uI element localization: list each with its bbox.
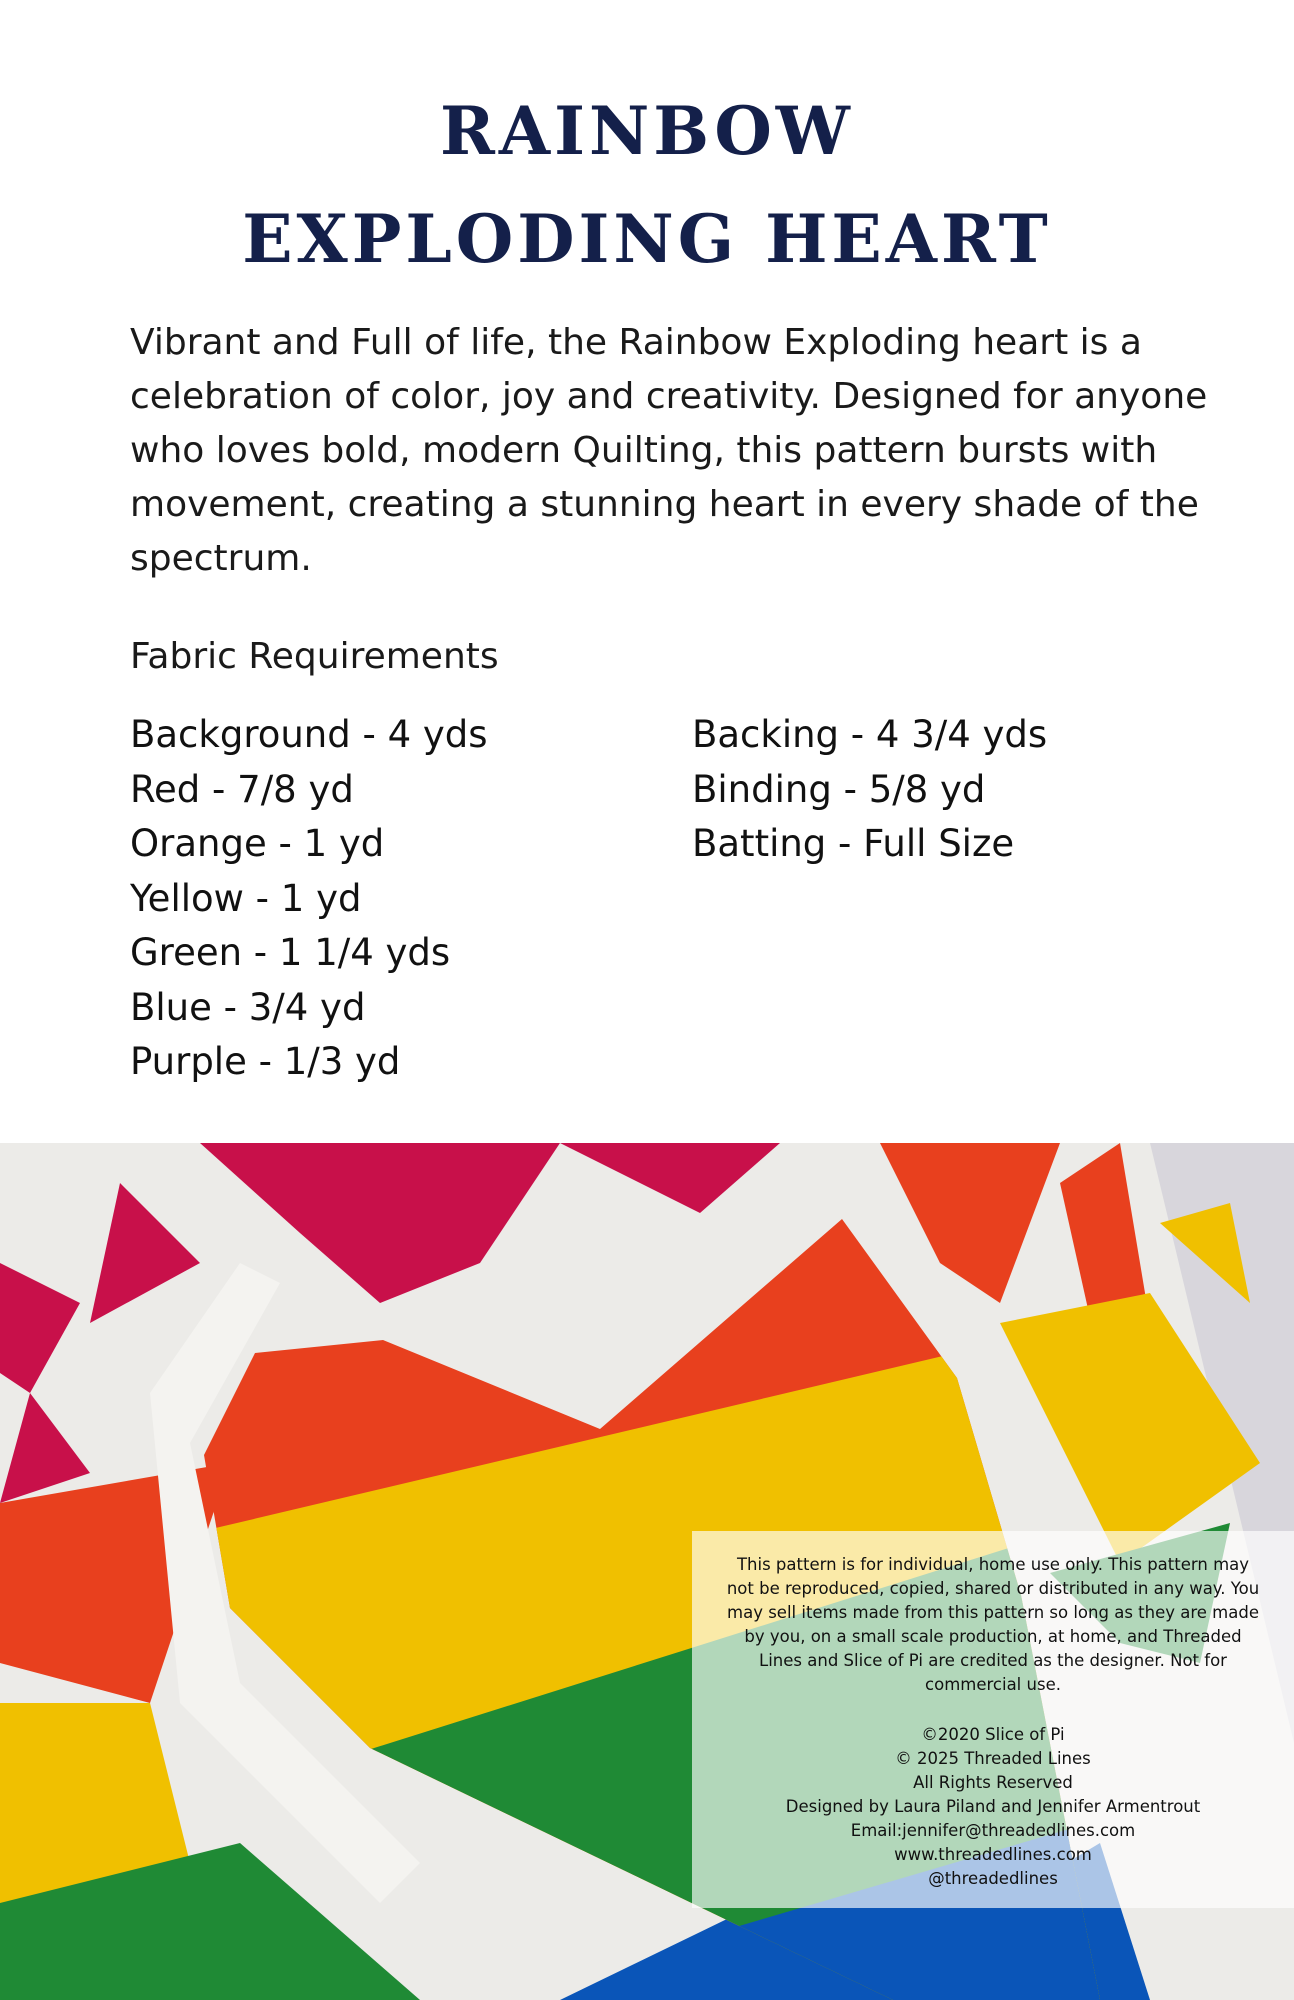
intro-paragraph: Vibrant and Full of life, the Rainbow Exploding heart is a celebration of color, joy and creativity. Designed for anyone who loves bold, modern Quilting, this pattern bursts with movement, creating a stunning heart in every shade of the spectrum. [130,322,1208,579]
fabric-list-right [692,708,1047,872]
designers: Designed by Laura Piland and Jennifer Armentrout [785,1797,1201,1816]
fabric-item: Purple - 1/3 yd [130,1040,401,1083]
fabric-item: Backing - 4 3/4 yds [692,713,1048,756]
fabric-item: Batting - Full Size [692,822,1015,865]
title-line-1: RAINBOW [440,92,854,170]
website: www.threadedlines.com [894,1845,1092,1864]
copyright-threaded-lines: © 2025 Threaded Lines [895,1749,1091,1768]
copyright-slice-of-pi: ©2020 Slice of Pi [921,1725,1065,1744]
copyright-notice [692,1531,1294,1908]
social-handle: @threadedlines [928,1869,1058,1888]
fabric-list-left [130,708,488,1090]
fabric-item: Binding - 5/8 yd [692,767,986,811]
fabric-item: Orange - 1 yd [130,822,385,865]
usage-terms: This pattern is for individual, home use only. This pattern may not be reproduced, copied, shared or distributed in any way. You may sell items made from this pattern so long as they are made by you, on a small scale production, at home, and Threaded Lines and Slice of Pi are credited as the designer. Not for commercial use. [726,1555,1260,1694]
fabric-item: Yellow - 1 yd [130,876,362,920]
fabric-item: Background - 4 yds [130,713,488,756]
fabric-item: Green - 1 1/4 yds [130,931,451,974]
email: Email:jennifer@threadedlines.com [850,1821,1136,1840]
rights-reserved: All Rights Reserved [913,1773,1073,1792]
fabric-requirements-heading: Fabric Requirements [130,636,499,677]
fabric-item: Blue - 3/4 yd [130,985,366,1029]
title-line-2: EXPLODING HEART [242,200,1052,278]
fabric-item: Red - 7/8 yd [130,767,354,811]
